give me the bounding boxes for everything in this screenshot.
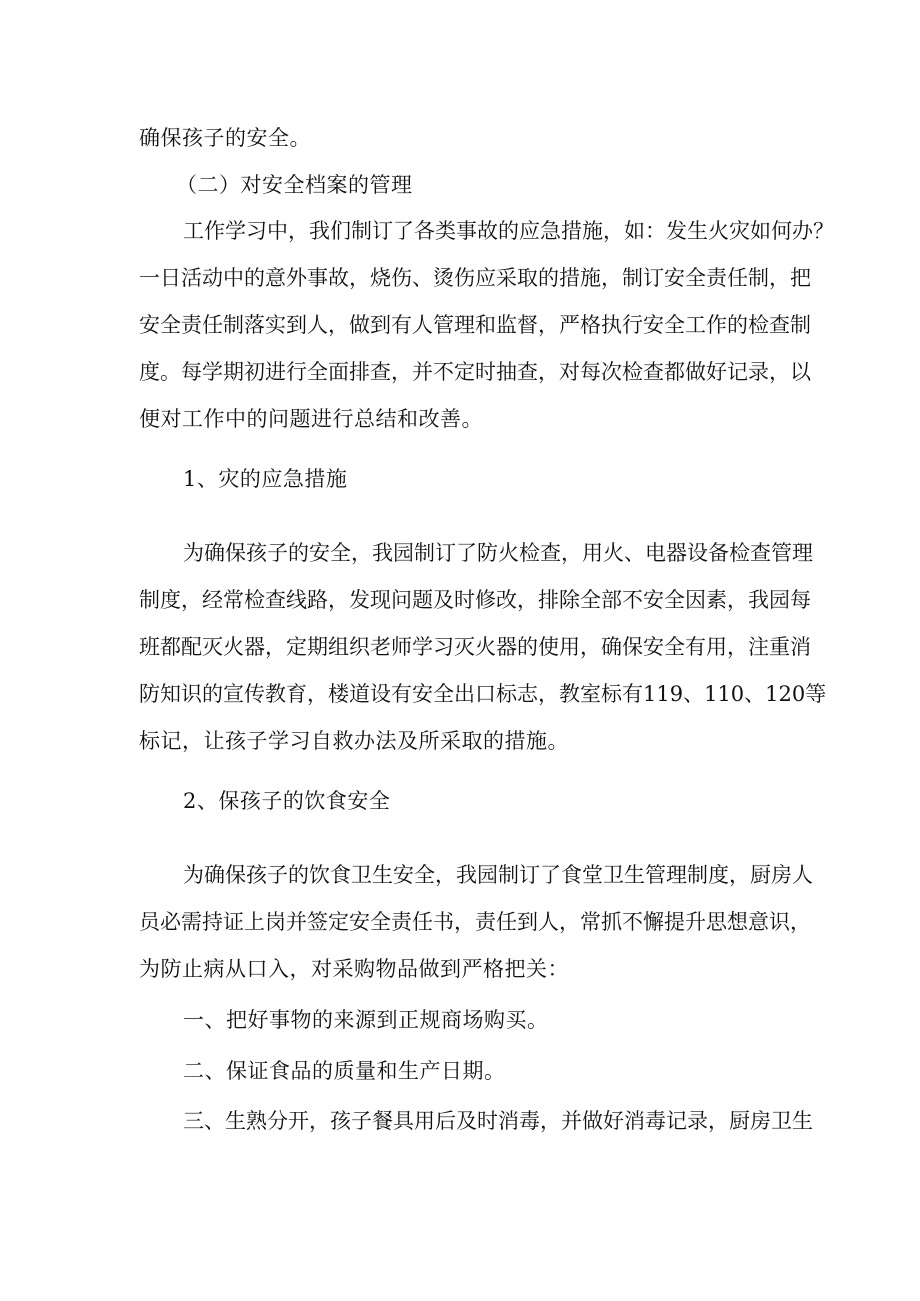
- paragraph-line: 为确保孩子的安全，我园制订了防火检查，用火、电器设备检查管理: [183, 541, 813, 565]
- list-item: 二、保证食品的质量和生产日期。: [183, 1059, 506, 1083]
- paragraph-line: 班都配灭火器，定期组织老师学习灭火器的使用，确保安全有用，注重消: [139, 635, 811, 659]
- paragraph-line: 为确保孩子的饮食卫生安全，我园制订了食堂卫生管理制度，厨房人: [183, 863, 813, 887]
- paragraph-line: 安全责任制落实到人，做到有人管理和监督，严格执行安全工作的检查制: [139, 313, 811, 337]
- subsection-heading: 2、保孩子的饮食安全: [183, 789, 391, 813]
- paragraph-line: 工作学习中，我们制订了各类事故的应急措施，如：发生火灾如何办？: [183, 219, 834, 243]
- list-item: 三、生熟分开，孩子餐具用后及时消毒，并做好消毒记录，厨房卫生: [183, 1109, 813, 1133]
- paragraph-line: 为防止病从口入，对采购物品做到严格把关：: [139, 957, 569, 981]
- paragraph-line: 员必需持证上岗并签定安全责任书，责任到人，常抓不懈提升思想意识，: [139, 910, 811, 934]
- paragraph-line: 防知识的宣传教育，楼道设有安全出口标志，教室标有119、110、120等: [139, 682, 827, 706]
- paragraph-line: 一日活动中的意外事故，烧伤、烫伤应采取的措施，制订安全责任制，把: [139, 266, 811, 290]
- paragraph-line: 度。每学期初进行全面排查，并不定时抽查，对每次检查都做好记录，以: [139, 360, 811, 384]
- paragraph-line: 确保孩子的安全。: [139, 126, 311, 150]
- paragraph-line: 标记，让孩子学习自救办法及所采取的措施。: [139, 729, 569, 753]
- list-item: 一、把好事物的来源到正规商场购买。: [183, 1008, 549, 1032]
- section-heading: （二）对安全档案的管理: [176, 173, 413, 197]
- subsection-heading: 1、灾的应急措施: [183, 467, 348, 491]
- paragraph-line: 便对工作中的问题进行总结和改善。: [139, 407, 483, 431]
- paragraph-line: 制度，经常检查线路，发现问题及时修改，排除全部不安全因素，我园每: [139, 588, 811, 612]
